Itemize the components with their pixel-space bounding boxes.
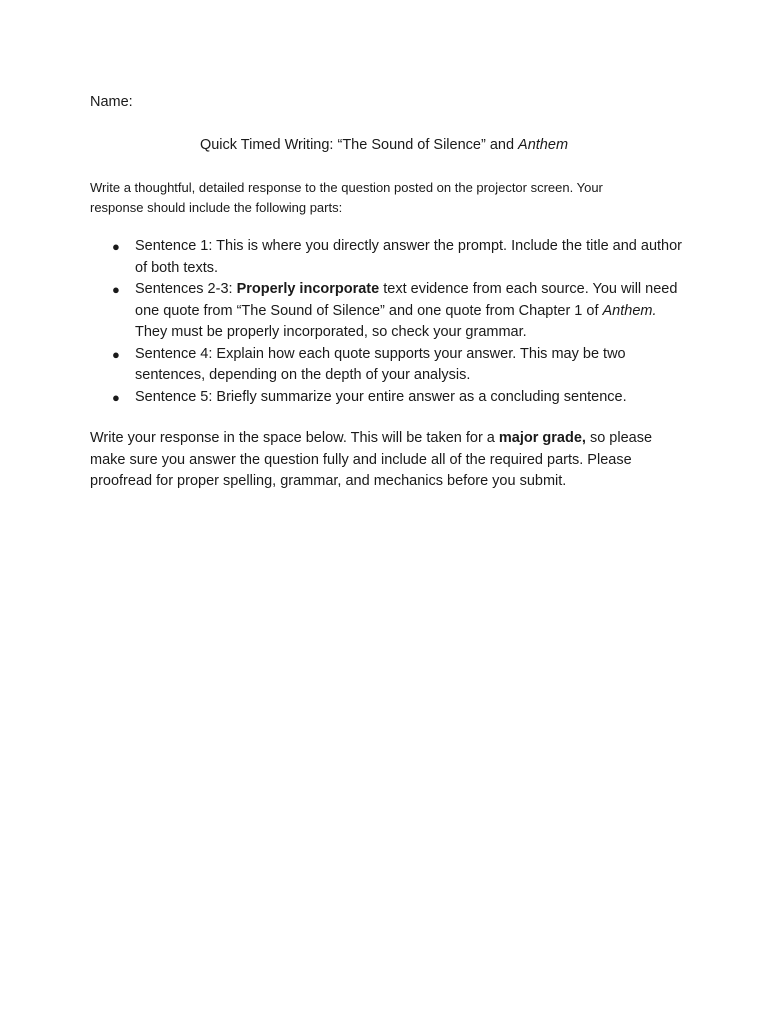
title-italic: Anthem — [518, 137, 569, 153]
closing-lead: Write your response in the space below. This will be taken for a — [90, 430, 499, 446]
list-item — [90, 344, 690, 387]
intro-paragraph: Write a thoughtful, detailed response to the question posted on the projector screen. Your response should include the following parts: — [90, 180, 603, 215]
closing-bold: major grade, — [498, 430, 586, 446]
list-item — [90, 236, 690, 279]
list-item — [90, 279, 690, 344]
bullet-icon: ● — [112, 389, 120, 405]
list-item-bold: Properly incorporate — [236, 281, 380, 297]
list-item-lead: Sentences 2-3: — [135, 281, 237, 297]
bullet-icon: ● — [112, 239, 120, 254]
list-item-text: Sentence 1: This is where you directly answer the prompt. Include the title and author of both texts. — [135, 238, 683, 276]
closing-paragraph — [90, 428, 665, 493]
title-text: Quick Timed Writing: “The Sound of Silence” and — [199, 137, 519, 153]
list-item-text: Sentence 4: Explain how each quote supports your answer. This may be two sentences, depending on the depth of your analysis. — [135, 345, 626, 383]
bullet-icon: ● — [112, 346, 120, 362]
bullet-icon: ● — [112, 282, 120, 297]
list-item-mid: text evidence from each source. You will need one quote from “The Sound of Silence” and one quote from Chapter 1 of — [135, 281, 678, 319]
closing-tail: so please make sure you answer the question fully and include all of the required parts. Please proofread for proper spelling, grammar, and mechanics before you submit. — [90, 430, 653, 489]
list-item-italic: Anthem. — [602, 302, 657, 319]
list-item-tail: They must be properly incorporated, so check your grammar. — [135, 324, 527, 340]
list-item — [90, 387, 690, 409]
list-item-text: Sentence 5: Briefly summarize your entire answer as a concluding sentence. — [135, 388, 627, 405]
name-label: Name: — [90, 94, 133, 110]
requirements-list — [90, 236, 690, 408]
page-title — [0, 135, 768, 155]
